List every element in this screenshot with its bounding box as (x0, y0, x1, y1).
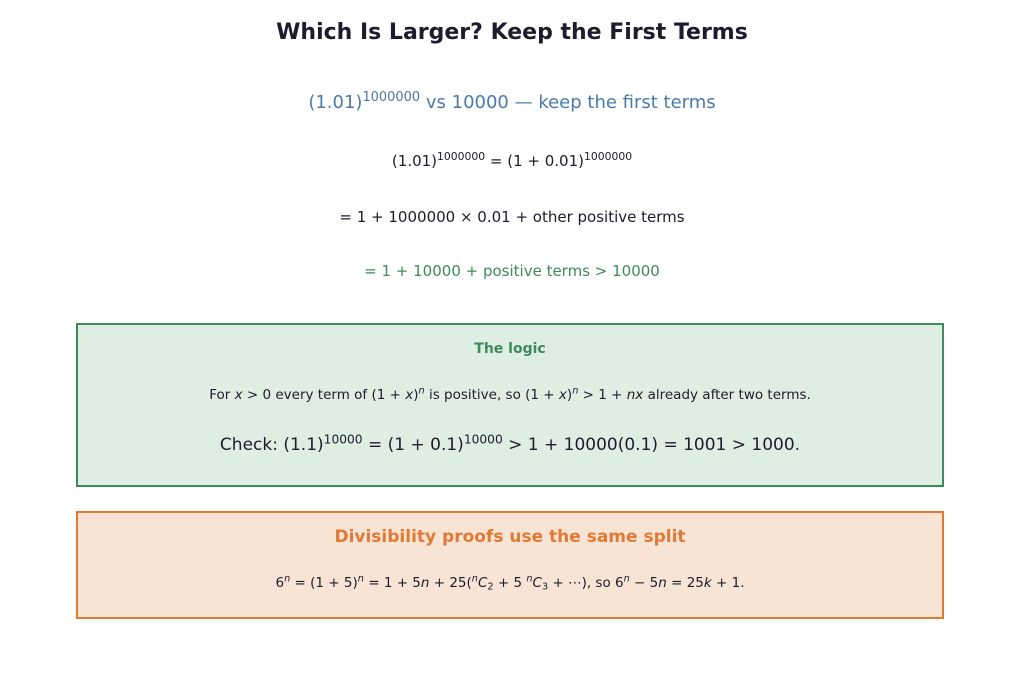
divisibility-formula: $6^n = (1 + 5)^n = 1 + 5n + 25(^nC_2 + 5$ $^nC_3$ + ⋯), so $6^n - 5n = 25k + 1$. (275, 573, 745, 593)
logic-heading: The logic (474, 341, 546, 357)
derivation-line-2: = 1 + 1000000 × 0.01 + other positive terms (339, 208, 685, 226)
derivation-line-1: $(1.01)^{1000000} = (1 + 0.01)^{1000000}$ (391, 150, 633, 170)
page-title: Which Is Larger? Keep the First Terms (276, 20, 748, 45)
divisibility-heading: Divisibility proofs use the same split (334, 527, 686, 547)
subtitle: $(1.01)^{1000000}$ vs 10000 — keep the first terms (308, 89, 716, 113)
divisibility-box (76, 511, 944, 619)
logic-check: Check: $(1.1)^{10000} = (1 + 0.1)^{10000} > 1 + 10000(0.1) = 1001 > 1000$. (219, 432, 801, 455)
logic-explanation: For x > 0 every term of $(1 + x)^n$ is positive, so $(1 + x)^n > 1$ + nx already after two terms. (209, 385, 811, 403)
derivation-line-3: = 1 + 10000 + positive terms > 10000 (364, 262, 660, 280)
logic-box (76, 323, 944, 487)
